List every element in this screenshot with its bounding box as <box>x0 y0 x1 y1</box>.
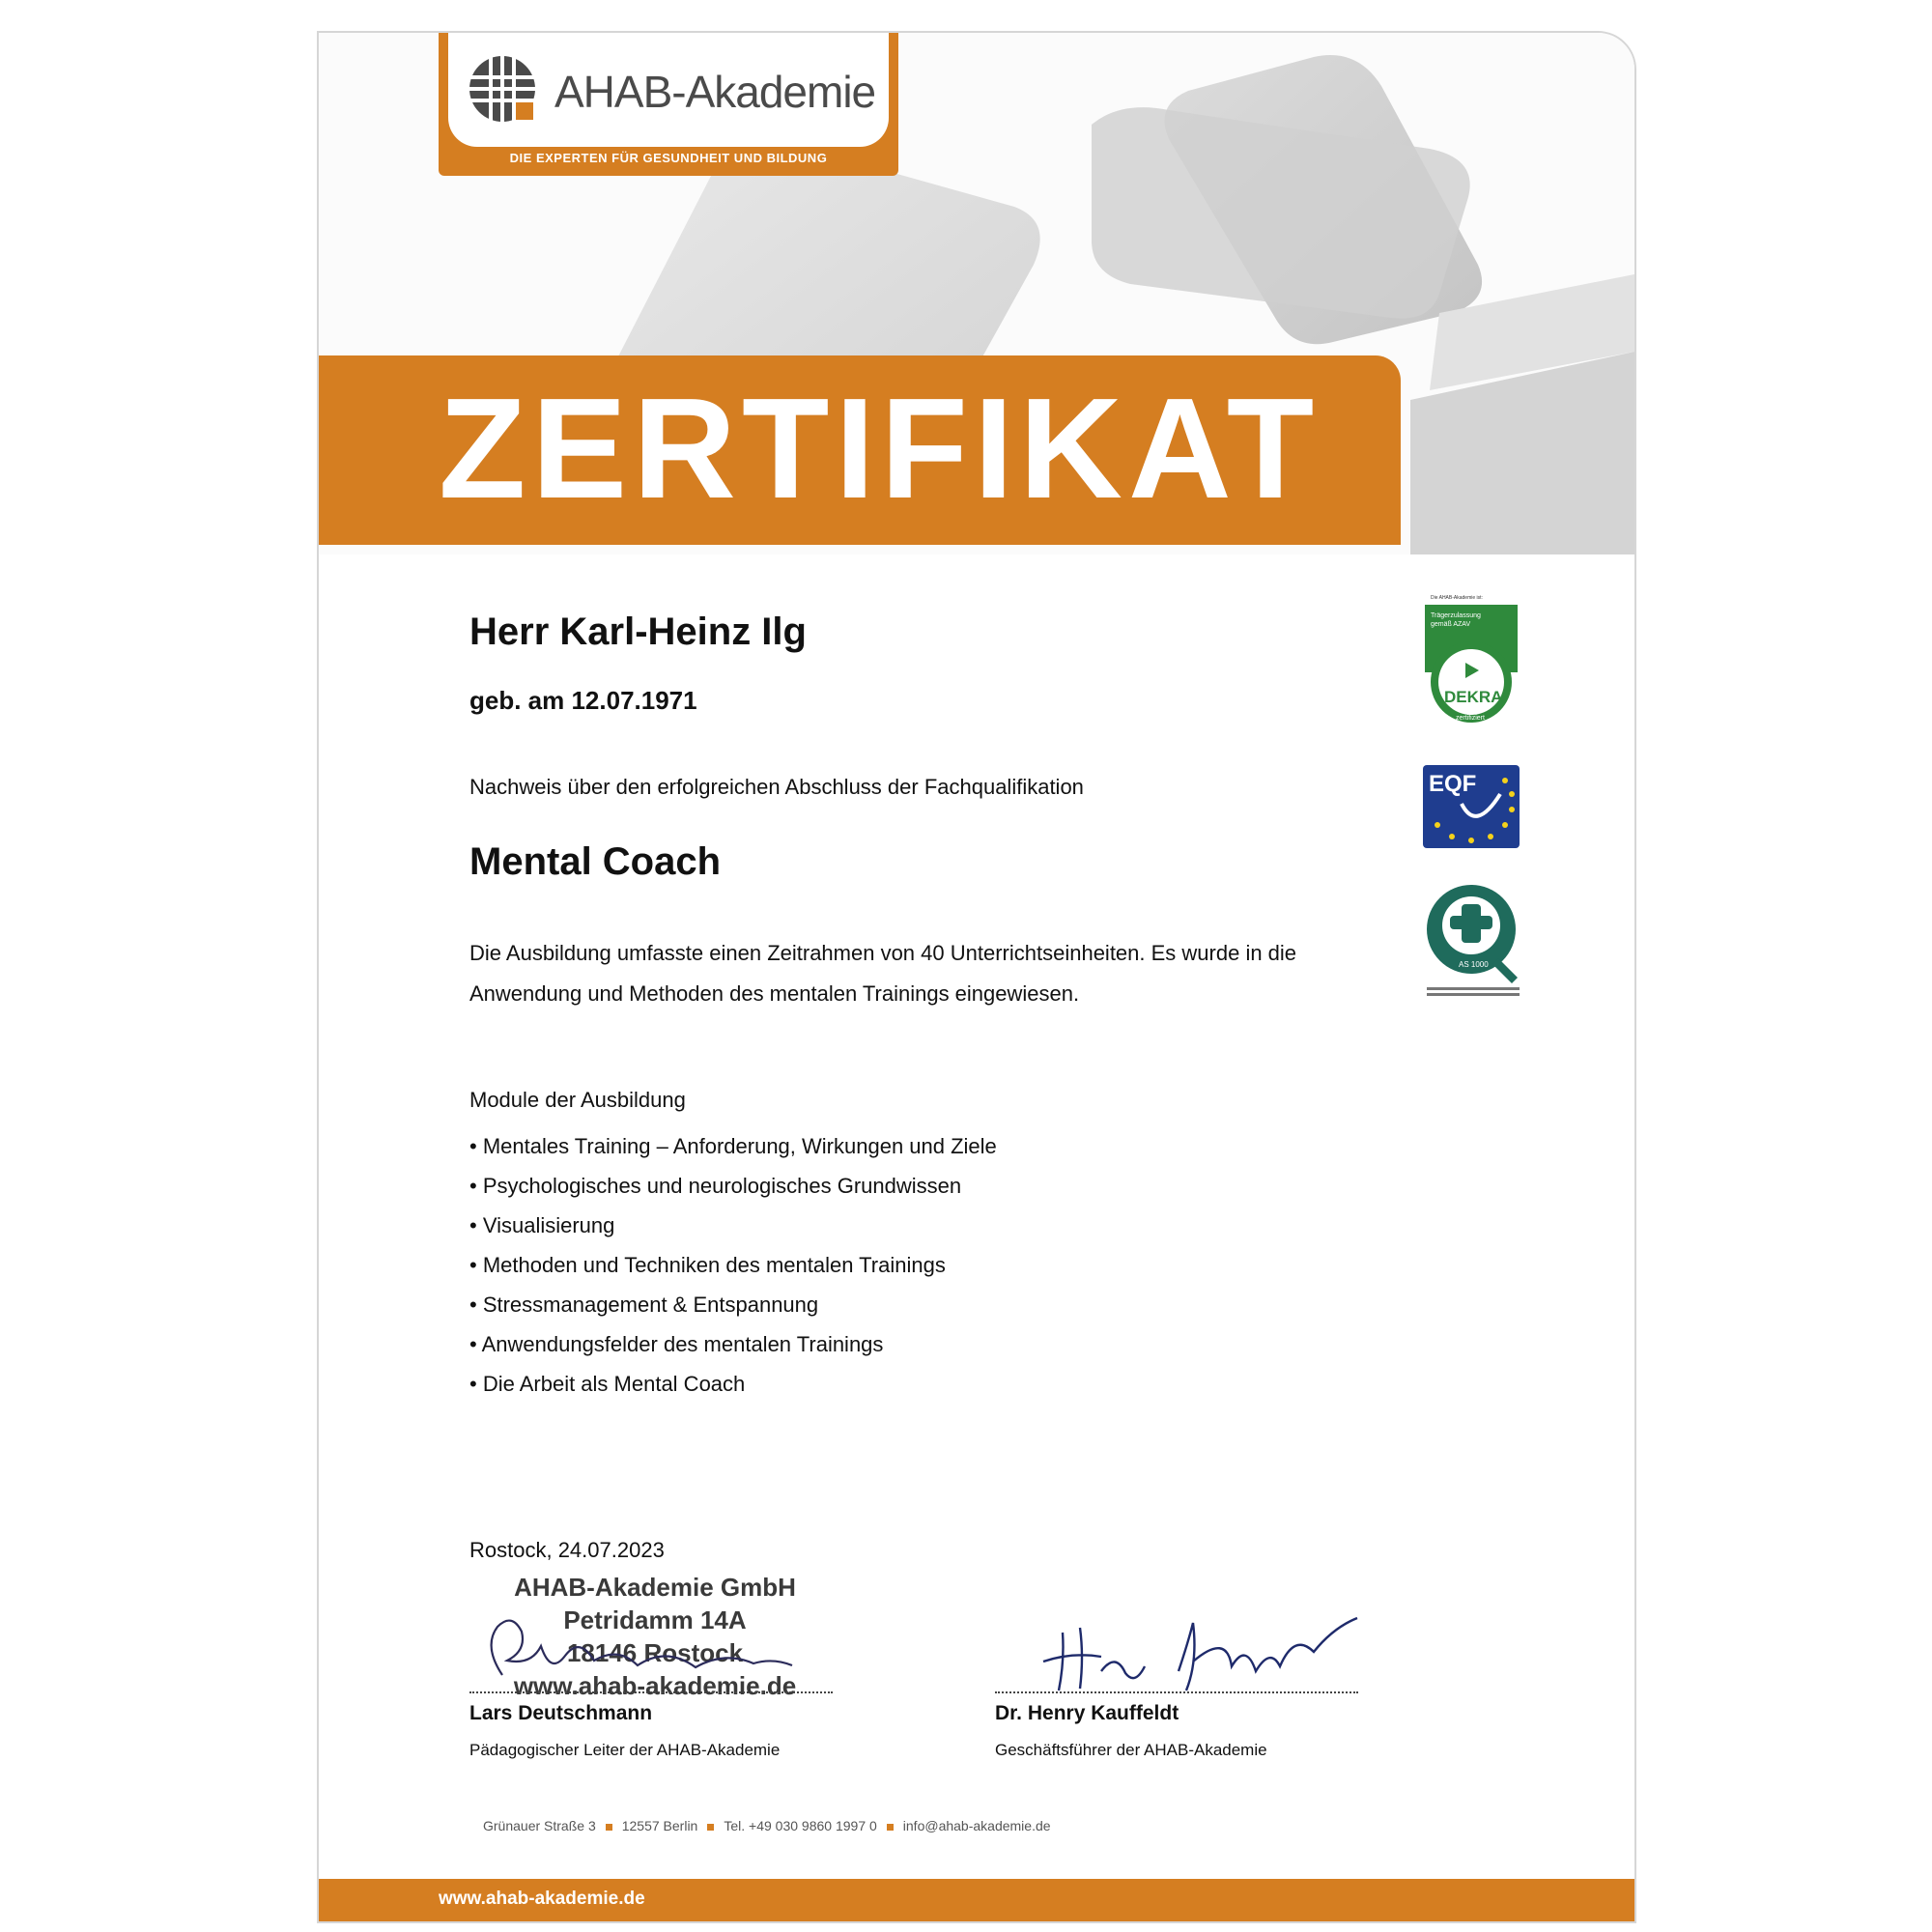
module-item: • Methoden und Techniken des mentalen Trainings <box>469 1253 946 1277</box>
logo-tagline: DIE EXPERTEN FÜR GESUNDHEIT UND BILDUNG <box>509 151 828 165</box>
as1000-seal <box>1423 883 1523 999</box>
footer-address <box>483 1818 1051 1833</box>
course-description: Die Ausbildung umfasste einen Zeitrahmen von 40 Unterrichtseinheiten. Es wurde in die Anwendung und Methoden des mentalen Trainings eingewiesen. <box>469 941 1297 1006</box>
footer-website-link[interactable]: www.ahab-akademie.de <box>439 1889 645 1909</box>
signatory-right-role: Geschäftsführer der AHAB-Akademie <box>995 1741 1267 1759</box>
brand-logo <box>439 31 898 176</box>
signatory-left-name: Lars Deutschmann <box>469 1702 653 1724</box>
modules-heading: Module der Ausbildung <box>469 1088 686 1112</box>
signatory-right-name: Dr. Henry Kauffeldt <box>995 1702 1179 1724</box>
certificate-sheet <box>317 31 1636 1923</box>
module-item: • Anwendungsfelder des mentalen Trainings <box>469 1332 884 1356</box>
stamp-web: www.ahab-akademie.de <box>513 1671 797 1700</box>
logo-name: AHAB-Akademie <box>554 67 876 117</box>
dekra-header: Die AHAB-Akademie ist: <box>1431 595 1483 601</box>
module-item: • Stressmanagement & Entspannung <box>469 1293 819 1317</box>
signature-kauffeldt <box>1024 1613 1381 1696</box>
footer-city: 12557 Berlin <box>621 1818 698 1833</box>
footer-bar <box>319 1879 1634 1921</box>
signatory-left-role: Pädagogischer Leiter der AHAB-Akademie <box>469 1741 781 1759</box>
as1000-icon <box>1423 883 1523 999</box>
intro-text: Nachweis über den erfolgreichen Abschluss der Fachqualifikation <box>469 775 1084 799</box>
module-item: • Mentales Training – Anforderung, Wirkungen und Ziele <box>469 1134 997 1158</box>
dekra-ring: zertifiziert <box>1456 715 1485 722</box>
signature-line-left <box>469 1691 833 1693</box>
footer-phone: Tel. +49 030 9860 1997 0 <box>724 1818 877 1833</box>
qualification-title: Mental Coach <box>469 840 722 883</box>
birth-date: geb. am 12.07.1971 <box>469 686 697 715</box>
bullet-square-icon <box>887 1824 894 1831</box>
eqf-seal <box>1423 765 1520 848</box>
footer-email: info@ahab-akademie.de <box>902 1818 1051 1833</box>
signature-line-right <box>995 1691 1358 1693</box>
place-date: Rostock, 24.07.2023 <box>469 1538 665 1562</box>
stamp-city: 18146 Rostock <box>566 1638 744 1667</box>
dekra-line2: gemäß AZAV <box>1431 621 1471 628</box>
dekra-line1: Trägerzulassung <box>1431 612 1481 619</box>
signature-deutschmann <box>473 1607 802 1694</box>
module-item: • Visualisierung <box>469 1213 615 1237</box>
stamp-street: Petridamm 14A <box>563 1605 747 1634</box>
bullet-square-icon <box>606 1824 612 1831</box>
recipient-name: Herr Karl-Heinz Ilg <box>469 611 807 653</box>
as1000-label: AS 1000 <box>1459 960 1489 969</box>
logo-globe-icon <box>466 52 539 126</box>
module-item: • Die Arbeit als Mental Coach <box>469 1372 746 1396</box>
modules-list <box>469 1126 997 1404</box>
stamp-company: AHAB-Akademie GmbH <box>514 1573 796 1602</box>
dekra-name: DEKRA <box>1444 688 1503 706</box>
certificate-title: ZERTIFIKAT <box>439 369 1321 528</box>
dekra-seal <box>1423 595 1520 730</box>
eqf-label: EQF <box>1429 771 1477 797</box>
bullet-square-icon <box>707 1824 714 1831</box>
module-item: • Psychologisches und neurologisches Grundwissen <box>469 1174 962 1198</box>
title-banner <box>319 355 1401 545</box>
footer-street: Grünauer Straße 3 <box>483 1818 596 1833</box>
